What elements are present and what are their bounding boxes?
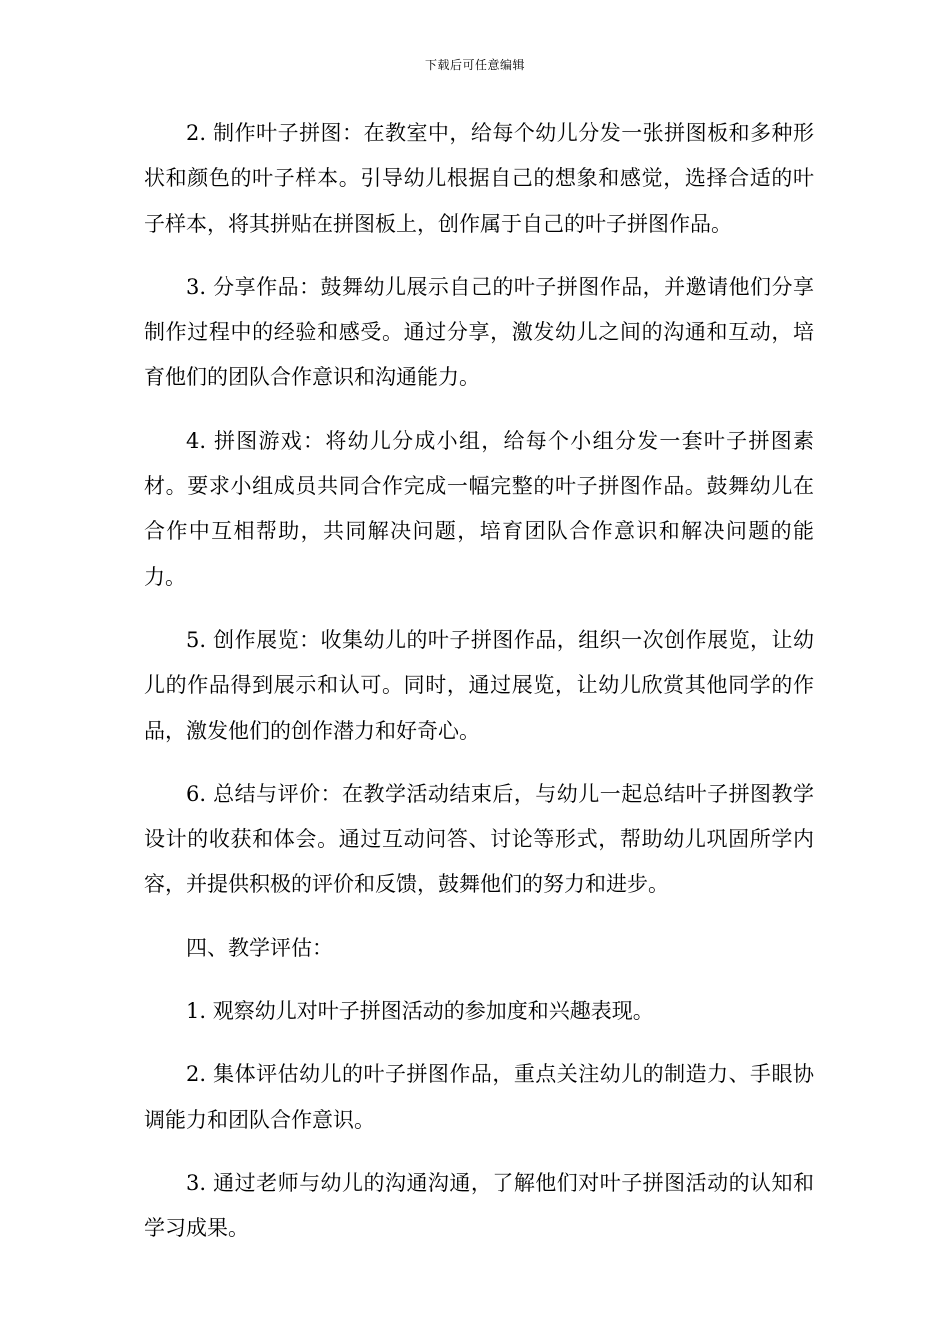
paragraph-step-4: 4. 拼图游戏：将幼儿分成小组，给每个小组分发一套叶子拼图素材。要求小组成员共同合作完成一幅完整的叶子拼图作品。鼓舞幼儿在合作中互相帮助，共同解决问题，培育团队合作意识和解决问题的能力。 [144, 428, 814, 589]
page-header: 下载后可任意编辑 [424, 58, 525, 72]
paragraph-step-6: 6. 总结与评价：在教学活动结束后，与幼儿一起总结叶子拼图教学设计的收获和体会。通过互动问答、讨论等形式，帮助幼儿巩固所学内容，并提供积极的评价和反馈，鼓舞他们的努力和进步。 [144, 781, 814, 897]
paragraph-step-2: 2. 制作叶子拼图：在教室中，给每个幼儿分发一张拼图板和多种形状和颜色的叶子样本。引导幼儿根据自己的想象和感觉，选择合适的叶子样本，将其拼贴在拼图板上，创作属于自己的叶子拼图作品。 [144, 121, 814, 236]
document-body [144, 111, 814, 1270]
paragraph-eval-1: 1. 观察幼儿对叶子拼图活动的参加度和兴趣表现。 [186, 999, 654, 1024]
paragraph-eval-3: 3. 通过老师与幼儿的沟通沟通，了解他们对叶子拼图活动的认知和学习成果。 [144, 1170, 814, 1241]
paragraph-step-3: 3. 分享作品：鼓舞幼儿展示自己的叶子拼图作品，并邀请他们分享制作过程中的经验和感受。通过分享，激发幼儿之间的沟通和互动，培育他们的团队合作意识和沟通能力。 [144, 274, 814, 390]
paragraph-eval-2: 2. 集体评估幼儿的叶子拼图作品，重点关注幼儿的制造力、手眼协调能力和团队合作意识。 [144, 1062, 814, 1132]
section-heading-evaluation: 四、教学评估： [186, 935, 333, 960]
paragraph-step-5: 5. 创作展览：收集幼儿的叶子拼图作品，组织一次创作展览，让幼儿的作品得到展示和认可。同时，通过展览，让幼儿欣赏其他同学的作品，激发他们的创作潜力和好奇心。 [144, 627, 814, 743]
